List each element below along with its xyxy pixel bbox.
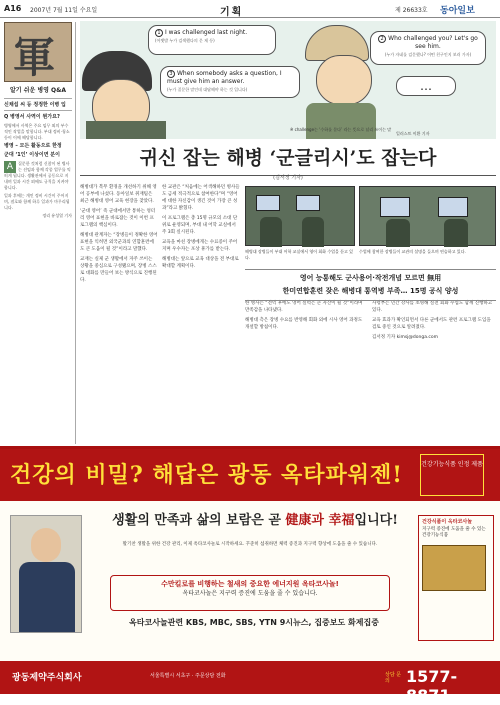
illustration-credit: 일러스트 이환 기자 [396,131,430,136]
monitor-4 [438,197,468,217]
column-author: 신채섭 씨 등 정정한 이병 입 [4,98,72,111]
ad-banner [0,449,500,501]
phone-number: 1577-8871 [406,667,458,705]
ad-footer [0,661,500,705]
newspaper-logo: 동아일보 [440,6,475,16]
question-1: Q 병영서 사역이 뭔가요? [4,114,60,120]
article-column-2: 한 교관은 “처음에는 어색해하던 병사들도 금세 적극적으로 참여한다”며 “영어에 대한 자신감이 생긴 것이 가장 큰 성과”라고 밝혔다. 이 프로그램은 총 15명 규모의 소대 단위로 운영되며, 부대 내 어학 교실에서 주 3회 실시된다. 교육을 마친 장병에게는 수료증이 주어지며 우수자는 포상 휴가를 받는다. 해병대는 앞으로 교육 대상을 전 부대로 확대할 계획이다. [162,185,240,269]
left-byline: 정리 유성열 기자 [42,213,72,218]
model-body [19,562,75,632]
answer-body-2: 일과 후에는 개인 정비 시간이 주어지며, 점호와 함께 하루 일과가 마무리됩니다. [4,193,70,210]
company-logo: 광동제약주식회사 [12,673,82,683]
issue-date: 2007년 7월 11일 수요일 [30,7,98,14]
monitor-1 [256,195,280,211]
bubble-number-1: 1 [155,29,163,37]
article-column-3: 한 병사는 “전역 후에도 영어 실력은 큰 자산이 될 것”이라며 만족감을 나타냈다. 해병대 측은 장병 수요를 반영해 회화 외에 시사 영어 과정도 개설할 방침이다. [245,301,363,330]
page-header [0,0,500,18]
ad-product-panel: 건강식품이 옥타코사놀 지구력 증진에 도움을 줄 수 있는 건강기능식품 [418,515,494,641]
product-box-image [422,545,486,591]
company-address: 서울특별시 서초구 · 주문상담 전화 [150,673,226,679]
article-photo-2 [359,186,496,246]
ad-highlight-box: 수만킬로를 비행하는 철새의 중요한 에너지원 옥타코사놀! 옥타코사놀은 지구력 증진에 도움을 줄 수 있습니다. [110,575,390,611]
article-subhead: 영어 능통해도 군사용어·작전개념 모르면 無用 한미연합훈련 잦은 해병대 통역병 부족… 15명 공식 양성 [245,269,496,301]
model-head [31,528,61,562]
ad-model-photo [10,515,82,633]
answer-body: A 질문한 것처럼 신참이 된 병사는 선임과 함께 각종 업무를 익히게 됩니다. 생활관에서 공동으로 지내며 일과 시간 외에도 규칙을 지켜야 합니다. [4,161,71,190]
soldier-1 [260,217,282,247]
advertisement [0,446,500,705]
page-number: A16 [4,4,22,13]
question-3: 군대 ‘1인’ 이상이면 분이 [4,152,60,158]
photo-caption-1: 해병대 장병들이 부대 어학 교실에서 영어 회화 수업을 듣고 있다. [245,249,354,260]
ad-title: 건강의 비밀? 해답은 광동 옥타파워젠! [10,462,403,488]
speech-bubble-3: 3 When somebody asks a question, I must give him an answer. (누가 질문한 말인데 대답해야 하는 것 입니다) [160,66,300,98]
soldier-2 [302,217,324,247]
issue-number: 제 26633호 [395,7,428,14]
speech-bubble-1: 1 I was challenged last night. (어젯밤 누가 검색했다의 문 제 등) [148,25,276,55]
ad-headline: 생활의 만족과 삶의 보람은 곧 健康과 幸福입니다! [112,513,398,528]
column-title: 알기 쉬운 병영 Q&A [9,87,67,94]
article-column-4: 사령부는 민간 강사를 초빙해 실전 회화 수업도 함께 진행하고 있다. 교육 효과가 확인되면서 다른 군에서도 관련 프로그램 도입을 검토 중인 것으로 알려졌다. 김서정 기자 kimsj@donga.com [372,301,493,340]
left-column [4,22,72,444]
answer-letter: A [4,161,16,173]
officer-face [316,55,372,105]
question-2: 병영 – 모든 활동으로 한정 [4,143,62,149]
military-logo-box [4,22,72,82]
monitor-2 [296,195,320,211]
bubble-number-3: 3 [167,70,175,78]
article-photo-1 [245,186,355,246]
ad-badge: 건강기능식품 인정 제품 [420,454,484,496]
speech-bubble-4: … [396,76,456,96]
military-char: 軍 [13,33,56,82]
cartoon-illustration [80,21,496,139]
bubble-number-2: 2 [378,35,386,43]
monitor-3 [380,197,410,217]
column-divider [75,22,76,444]
article-byline: (김서정 기자) [273,175,303,181]
ad-tv-mentions: 옥타코사놀관련 KBS, MBC, SBS, YTN 9시뉴스, 집중보도 화제집중 [129,618,379,627]
article-headline: 귀신 잡는 해병 ‘군글리시’도 잡는다 [80,140,496,176]
ad-body: 활기찬 생활을 위한 건강 관리, 이제 옥타코사놀로 시작하세요. 꾸준히 섭취하면 체력 증진과 지구력 향상에 도움을 줄 수 있습니다. [122,542,378,547]
speech-bubble-2: 2 Who challenged you? Let's go see him. (누가 자네를 검문했나? 어떤 친구인지 보러 가자) [370,31,486,65]
soldier-3 [386,219,410,247]
phone-label: 상담 문의 [385,672,402,684]
question-1-body: 병영에서 사역은 주요 임무 외의 부수적인 작업을 말합니다. 부대 정비·청소 등이 이에 해당합니다. [4,123,70,140]
article-column-1: 해병대가 복무 환경을 개선하기 위해 영어 공부에 나섰다. 동아일보 취재팀은 최근 해병대 영어 교육 현장을 찾았다. ‘군대 영어’ 즉 군대에서만 통하는 엉터리 영어 표현을 바로잡는 것이 이번 프로그램의 핵심이다. 해병대 관계자는 “장병들이 정확한 영어 표현을 익히면 외국군과의 연합훈련에도 큰 도움이 될 것”이라고 말했다. 교재는 실제 군 생활에서 자주 쓰이는 상황을 중심으로 구성됐으며, 장병 스스로 대화를 만들어 보는 방식으로 진행된다. [80,185,158,283]
soldier-4 [444,219,468,247]
illustration-note: ※ challenge는 ‘수하를 묻다’ 라는 뜻으로 널리 쓰이는 말 [290,127,392,132]
section-title: 기획 [220,7,244,18]
officer-uniform [306,103,376,139]
photo-caption-2: 수업에 참여한 장병들이 교관의 설명을 들으며 연습하고 있다. [359,249,466,254]
soldier-uniform [86,121,166,139]
